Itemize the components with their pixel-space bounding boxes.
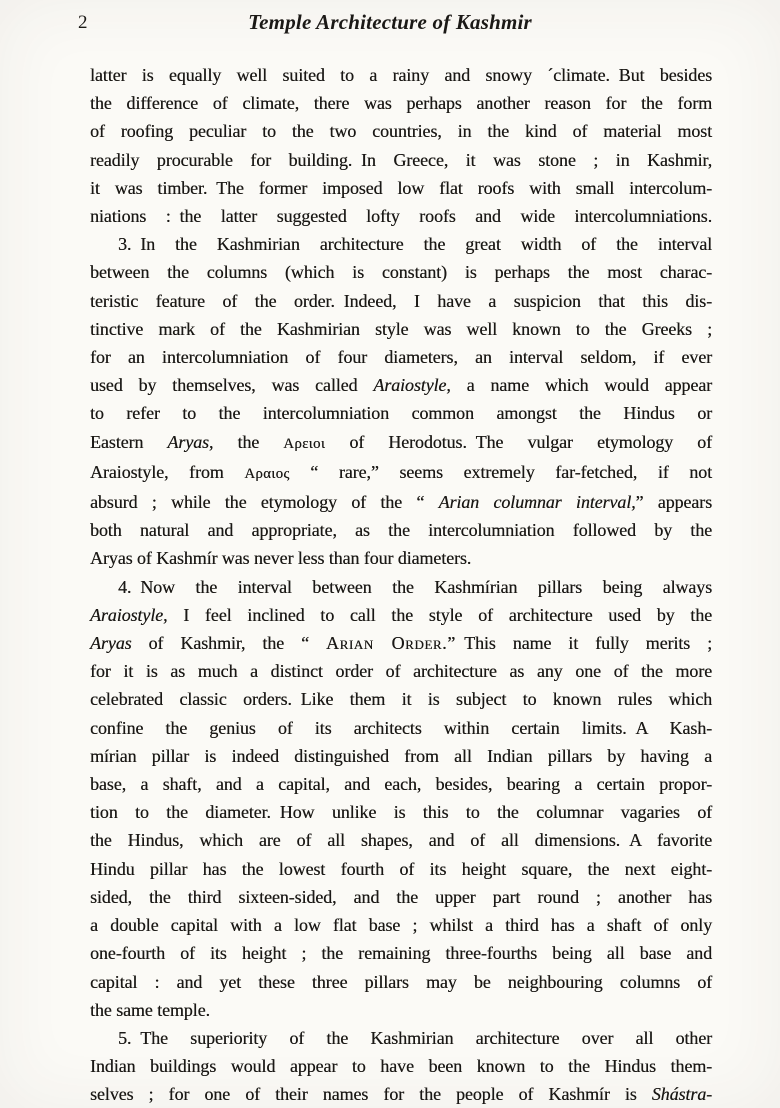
body-text: the same temple.: [90, 999, 210, 1020]
body-text: readily procurable for building. In Greece, it was stone ; in Kashmir,: [90, 149, 712, 170]
body-text: celebrated classic orders. Like them it is subject to known rules which: [90, 689, 712, 710]
text-line: [90, 89, 712, 117]
text-line: [90, 855, 712, 883]
text-line: [90, 601, 712, 629]
text-line: [90, 968, 712, 996]
text-line: [90, 1052, 712, 1080]
body-text: sided, the third sixteen-sided, and the upper part round ; another has: [90, 886, 712, 907]
text-line: [90, 657, 712, 685]
body-text: teristic feature of the order. Indeed, I have a suspicion that this dis-: [90, 290, 712, 311]
body-text: between the columns (which is constant) is perhaps the most charac-: [90, 262, 712, 283]
body-text: a name which would appear: [450, 375, 712, 396]
paragraph: [90, 573, 712, 1024]
body-text: base, a shaft, and a capital, and each, besides, bearing a certain propor-: [90, 774, 712, 795]
text-line: [90, 458, 712, 488]
text-line: [90, 573, 712, 601]
body-text: one-fourth of its height ; the remaining three-fourths being all base and: [90, 943, 712, 964]
body-text: Indian buildings would appear to have been known to the Hindus them-: [90, 1056, 712, 1077]
text-line: [90, 996, 712, 1024]
body-text: absurd ; while the etymology of the “: [90, 492, 439, 513]
text-line: [90, 202, 712, 230]
text-line: [90, 230, 712, 258]
small-caps-text: Arian Order.: [326, 633, 448, 654]
paragraph: [90, 61, 712, 230]
body-text: the difference of climate, there was perhaps another reason for the form: [90, 93, 712, 114]
body-text: “ rare,” seems extremely far-fetched, if not: [289, 461, 712, 482]
italic-text: Shástra-: [651, 1084, 712, 1105]
body-text: of roofing peculiar to the two countries, in the kind of material most: [90, 121, 712, 142]
text-line: [90, 798, 712, 826]
text-line: [90, 742, 712, 770]
body-text: Araiostyle, from: [90, 461, 245, 482]
italic-text: Arian columnar interval,: [438, 492, 636, 513]
text-line: [90, 258, 712, 286]
text-line: [90, 714, 712, 742]
paragraph: [90, 1024, 712, 1108]
text-line: [90, 883, 712, 911]
body-text: of Kashmir, the “: [131, 633, 326, 654]
text-line: [90, 399, 712, 427]
text-line: [90, 315, 712, 343]
text-line: [90, 1080, 712, 1108]
text-line: [90, 61, 712, 89]
page-body: [90, 61, 712, 1108]
body-text: of Herodotus. The vulgar etymology of: [325, 431, 712, 452]
body-text: niations : the latter suggested lofty roofs and wide intercolumniations.: [90, 206, 712, 227]
body-text: to refer to the intercolumniation common amongst the Hindus or: [90, 403, 712, 424]
text-line: [90, 371, 712, 399]
paragraph: [90, 230, 712, 572]
body-text: 4. Now the interval between the Kashmírian pillars being always: [118, 576, 712, 597]
text-line: [90, 629, 712, 657]
body-text: Eastern: [90, 431, 168, 452]
body-text: I feel inclined to call the style of architecture used by the: [167, 604, 712, 625]
text-line: [90, 343, 712, 371]
body-text: ” appears: [635, 492, 712, 513]
text-line: [90, 911, 712, 939]
text-line: [90, 826, 712, 854]
text-line: [90, 685, 712, 713]
italic-text: Aryas: [90, 633, 132, 654]
text-line: [90, 516, 712, 544]
body-text: ” This name it fully merits ;: [447, 633, 712, 654]
italic-text: Aryas,: [167, 431, 214, 452]
text-line: [90, 488, 712, 516]
body-text: Aryas of Kashmír was never less than four diameters.: [90, 548, 472, 569]
body-text: the: [213, 431, 284, 452]
body-text: tinctive mark of the Kashmirian style was well known to the Greeks ;: [90, 318, 712, 339]
text-line: [90, 544, 712, 572]
text-line: [90, 117, 712, 145]
body-text: Hindu pillar has the lowest fourth of its height square, the next eight-: [90, 858, 712, 879]
body-text: capital : and yet these three pillars may be neighbouring columns of: [90, 971, 712, 992]
italic-text: Araiostyle,: [90, 604, 168, 625]
body-text: confine the genius of its architects within certain limits. A Kash-: [90, 717, 712, 738]
text-line: [90, 1024, 712, 1052]
body-text: both natural and appropriate, as the intercolumniation followed by the: [90, 520, 712, 541]
page-number: 2: [78, 12, 88, 33]
running-title: Temple Architecture of Kashmir: [248, 10, 532, 34]
body-text: the Hindus, which are of all shapes, and of all dimensions. A favorite: [90, 830, 712, 851]
text-line: [90, 770, 712, 798]
body-text: a double capital with a low flat base ; whilst a third has a shaft of only: [90, 915, 712, 936]
body-text: used by themselves, was called: [90, 375, 374, 396]
page-header: [0, 8, 780, 48]
body-text: it was timber. The former imposed low flat roofs with small intercolum-: [90, 177, 712, 198]
body-text: tion to the diameter. How unlike is this to the columnar vagaries of: [90, 802, 712, 823]
greek-word: Αρειοι: [283, 435, 326, 452]
body-text: 5. The superiority of the Kashmirian architecture over all other: [118, 1027, 712, 1048]
body-text: 3. In the Kashmirian architecture the great width of the interval: [118, 234, 712, 255]
body-text: latter is equally well suited to a rainy and snowy ´climate. But besides: [90, 65, 712, 85]
body-text: mírian pillar is indeed distinguished from all Indian pillars by having a: [90, 745, 712, 766]
text-line: [90, 287, 712, 315]
text-line: [90, 174, 712, 202]
body-text: selves ; for one of their names for the people of Kashmír is: [90, 1084, 652, 1105]
italic-text: Araiostyle,: [373, 375, 451, 396]
text-line: [90, 146, 712, 174]
body-text: for it is as much a distinct order of architecture as any one of the more: [90, 661, 712, 682]
greek-word: Αραιος: [244, 465, 290, 482]
text-line: [90, 939, 712, 967]
body-text: for an intercolumniation of four diameters, an interval seldom, if ever: [90, 347, 712, 368]
text-line: [90, 428, 712, 458]
